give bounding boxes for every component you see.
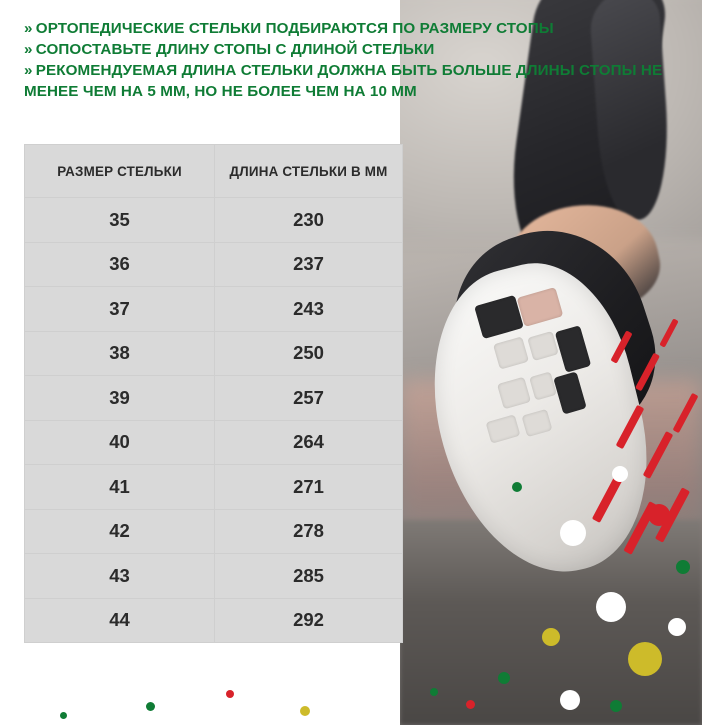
confetti-dot <box>648 504 670 526</box>
confetti-dot <box>300 706 310 716</box>
confetti-dot <box>542 628 560 646</box>
confetti-dot <box>60 712 67 719</box>
table-row <box>25 242 403 287</box>
table-row <box>25 287 403 332</box>
cell-length: 257 <box>215 376 403 421</box>
cell-size: 36 <box>25 242 215 287</box>
header-line-3 <box>24 60 684 102</box>
cell-length: 243 <box>215 287 403 332</box>
cell-size: 41 <box>25 465 215 510</box>
table-row <box>25 376 403 421</box>
column-header-insole-size: РАЗМЕР СТЕЛЬКИ <box>25 145 215 198</box>
size-table <box>24 144 403 643</box>
confetti-dot <box>466 700 475 709</box>
cell-length: 237 <box>215 242 403 287</box>
cell-size: 42 <box>25 509 215 554</box>
cell-size: 44 <box>25 598 215 643</box>
cell-size: 38 <box>25 331 215 376</box>
cell-length: 230 <box>215 198 403 243</box>
table-body <box>25 198 403 643</box>
confetti-dot <box>560 690 580 710</box>
running-shoe-photo <box>400 0 702 725</box>
confetti-dot <box>226 690 234 698</box>
header-line-1-text: ОРТОПЕДИЧЕСКИЕ СТЕЛЬКИ ПОДБИРАЮТСЯ ПО РАЗМЕРУ СТОПЫ <box>35 20 554 37</box>
table-row <box>25 198 403 243</box>
confetti-dot <box>610 700 622 712</box>
cell-length: 292 <box>215 598 403 643</box>
header-line-2 <box>24 39 684 60</box>
cell-size: 43 <box>25 554 215 599</box>
header-line-2-text: СОПОСТАВЬТЕ ДЛИНУ СТОПЫ С ДЛИНОЙ СТЕЛЬКИ <box>35 41 435 58</box>
cell-size: 40 <box>25 420 215 465</box>
table-row <box>25 331 403 376</box>
cell-length: 271 <box>215 465 403 510</box>
size-table-container <box>24 144 402 643</box>
confetti-dot <box>668 618 686 636</box>
bullet-marker: » <box>24 62 32 79</box>
cell-length: 264 <box>215 420 403 465</box>
column-header-insole-length: ДЛИНА СТЕЛЬКИ В ММ <box>215 145 403 198</box>
table-header-row <box>25 145 403 198</box>
confetti-dot <box>596 592 626 622</box>
cell-length: 285 <box>215 554 403 599</box>
bullet-marker: » <box>24 41 32 58</box>
bullet-marker: » <box>24 20 32 37</box>
table-row <box>25 509 403 554</box>
cell-length: 278 <box>215 509 403 554</box>
cell-size: 37 <box>25 287 215 332</box>
header-line-1 <box>24 18 684 39</box>
confetti-dot <box>628 642 662 676</box>
table-row <box>25 554 403 599</box>
confetti-dot <box>512 482 522 492</box>
cell-size: 39 <box>25 376 215 421</box>
confetti-dot <box>612 466 628 482</box>
confetti-dot <box>676 560 690 574</box>
red-streak <box>659 318 678 347</box>
cell-length: 250 <box>215 331 403 376</box>
cell-size: 35 <box>25 198 215 243</box>
confetti-dot <box>430 688 438 696</box>
confetti-dot <box>146 702 155 711</box>
header-text-block <box>24 18 684 102</box>
confetti-dot <box>498 672 510 684</box>
table-row <box>25 420 403 465</box>
table-row <box>25 465 403 510</box>
table-row <box>25 598 403 643</box>
confetti-dot <box>560 520 586 546</box>
header-line-3-text: РЕКОМЕНДУЕМАЯ ДЛИНА СТЕЛЬКИ ДОЛЖНА БЫТЬ БОЛЬШЕ ДЛИНЫ СТОПЫ НЕ МЕНЕЕ ЧЕМ НА 5 ММ, НО НЕ БОЛЕЕ ЧЕМ НА 10 ММ <box>24 62 663 100</box>
